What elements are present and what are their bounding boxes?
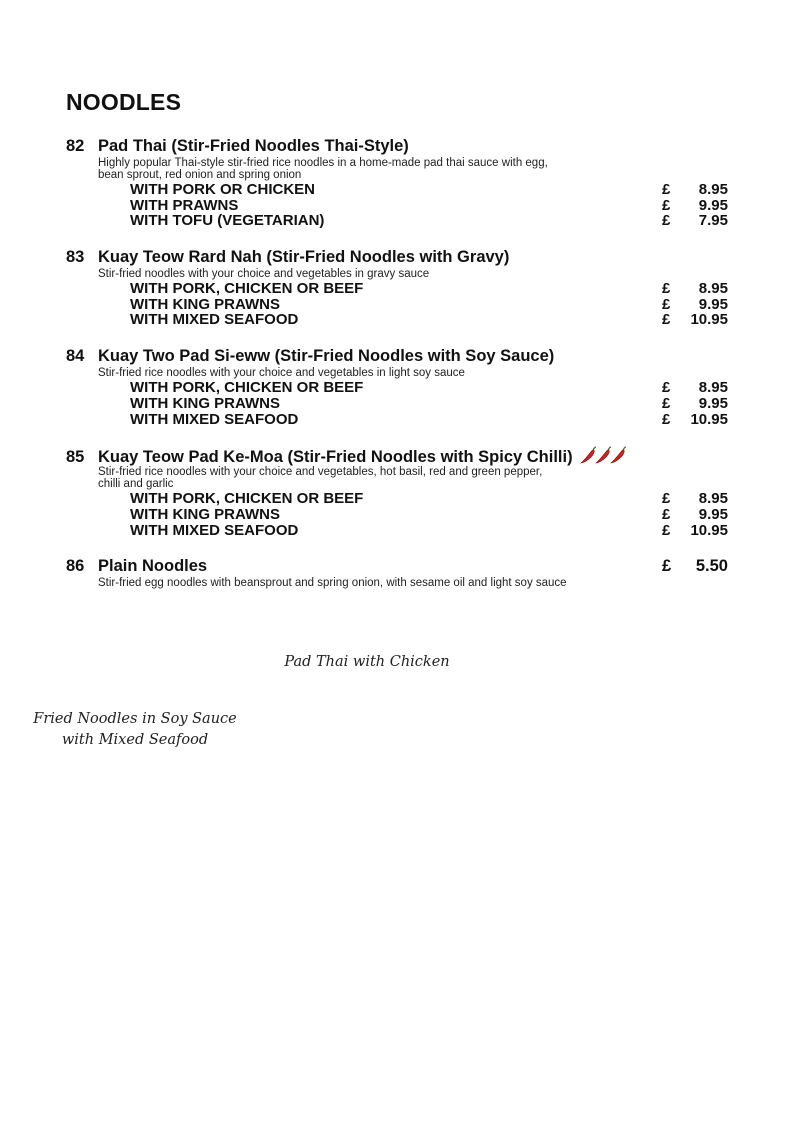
description-line: bean sprout, red onion and spring onion	[98, 169, 302, 181]
price-amount: 8.95	[698, 490, 728, 508]
price-amount: 8.95	[698, 379, 728, 397]
price-amount: 10.95	[690, 521, 728, 539]
option-label: WITH MIXED SEAFOOD	[130, 311, 299, 329]
item-heading	[66, 557, 728, 577]
price-amount: 9.95	[698, 394, 728, 412]
item-heading	[66, 446, 728, 466]
item-name-text: Kuay Teow Rard Nah (Stir-Fried Noodles with Gravy)	[98, 248, 510, 267]
item-price	[662, 559, 728, 575]
item-name	[98, 248, 509, 267]
currency-symbol: £	[662, 379, 671, 397]
option-label: WITH KING PRAWNS	[130, 505, 280, 523]
option-price	[662, 213, 728, 229]
price-amount: 8.95	[698, 181, 728, 198]
option-label: WITH PORK, CHICKEN OR BEEF	[130, 280, 364, 298]
item-number: 82	[66, 137, 85, 155]
option-label: WITH TOFU (VEGETARIAN)	[130, 212, 325, 230]
item-description	[98, 367, 638, 379]
option-row	[66, 281, 728, 297]
photo-caption-pad-thai	[262, 652, 472, 673]
caption-line: Pad Thai with Chicken	[284, 654, 450, 670]
option-price	[662, 281, 728, 297]
item-name	[98, 137, 409, 156]
chilli-icon	[609, 446, 627, 464]
option-label: WITH PORK OR CHICKEN	[130, 181, 315, 198]
item-heading	[66, 137, 728, 157]
option-price	[662, 182, 728, 198]
item-name	[98, 557, 207, 576]
menu-item	[66, 557, 728, 589]
item-heading	[66, 347, 728, 367]
currency-symbol: £	[662, 196, 671, 214]
option-row	[66, 523, 728, 539]
price-amount: 10.95	[690, 311, 728, 329]
price-amount: 8.95	[698, 280, 728, 298]
price-amount: 9.95	[698, 505, 728, 523]
item-description	[98, 577, 638, 589]
option-row	[66, 507, 728, 523]
item-number: 84	[66, 347, 85, 366]
page-title: NOODLES	[66, 89, 182, 115]
option-row	[66, 396, 728, 412]
currency-symbol: £	[662, 557, 672, 576]
price-amount: 9.95	[698, 295, 728, 313]
item-number: 86	[66, 557, 85, 576]
item-name-text: Plain Noodles	[98, 557, 208, 576]
description-line: chilli and garlic	[98, 478, 174, 491]
price-amount: 10.95	[690, 410, 728, 428]
option-row	[66, 491, 728, 507]
item-name	[98, 347, 554, 366]
currency-symbol: £	[662, 394, 671, 412]
option-label: WITH PRAWNS	[130, 196, 239, 214]
item-description	[98, 268, 638, 280]
spice-indicator	[579, 446, 624, 464]
option-row	[66, 297, 728, 313]
price-amount: 5.50	[695, 557, 728, 576]
option-price	[662, 491, 728, 507]
option-label: WITH MIXED SEAFOOD	[130, 521, 299, 539]
description-line: Stir-fried noodles with your choice and vegetables in gravy sauce	[98, 268, 430, 281]
menu-item	[66, 446, 728, 538]
description-line: Highly popular Thai-style stir-fried rice noodles in a home-made pad thai sauce with egg,	[98, 157, 548, 169]
item-name-text: Pad Thai (Stir-Fried Noodles Thai-Style)	[98, 137, 409, 155]
option-row	[66, 182, 728, 198]
item-name	[98, 446, 624, 467]
item-description	[98, 157, 638, 181]
option-row	[66, 198, 728, 214]
menu-item	[66, 137, 728, 229]
currency-symbol: £	[662, 311, 671, 329]
option-label: WITH PORK, CHICKEN OR BEEF	[130, 490, 364, 508]
option-label: WITH KING PRAWNS	[130, 295, 280, 313]
currency-symbol: £	[662, 212, 671, 230]
menu-item	[66, 248, 728, 328]
option-label: WITH KING PRAWNS	[130, 394, 280, 412]
description-line: Stir-fried rice noodles with your choice and vegetables, hot basil, red and green pepper,	[98, 466, 543, 479]
option-price	[662, 198, 728, 214]
option-label: WITH PORK, CHICKEN OR BEEF	[130, 379, 364, 397]
currency-symbol: £	[662, 505, 671, 523]
option-row	[66, 412, 728, 428]
menu-item	[66, 347, 728, 427]
price-amount: 9.95	[698, 196, 728, 214]
option-price	[662, 312, 728, 328]
option-row	[66, 213, 728, 229]
item-name-text: Kuay Teow Pad Ke-Moa (Stir-Fried Noodles with Spicy Chilli)	[98, 448, 573, 467]
option-price	[662, 380, 728, 396]
currency-symbol: £	[662, 295, 671, 313]
currency-symbol: £	[662, 521, 671, 539]
option-price	[662, 396, 728, 412]
item-description	[98, 466, 638, 490]
option-price	[662, 412, 728, 428]
menu-list	[66, 137, 728, 608]
item-number: 83	[66, 248, 85, 267]
item-number: 85	[66, 448, 85, 467]
option-row	[66, 380, 728, 396]
currency-symbol: £	[662, 410, 671, 428]
option-price	[662, 507, 728, 523]
description-line: Stir-fried egg noodles with beansprout and spring onion, with sesame oil and light soy sauce	[98, 577, 567, 590]
photo-caption-soy-noodles	[16, 709, 254, 751]
description-line: Stir-fried rice noodles with your choice and vegetables in light soy sauce	[98, 367, 465, 380]
currency-symbol: £	[662, 490, 671, 508]
caption-line: Fried Noodles in Soy Sauce	[33, 711, 237, 727]
item-heading	[66, 248, 728, 268]
option-row	[66, 312, 728, 328]
option-price	[662, 523, 728, 539]
currency-symbol: £	[662, 181, 671, 198]
item-name-text: Kuay Two Pad Si-eww (Stir-Fried Noodles with Soy Sauce)	[98, 347, 555, 366]
caption-line: with Mixed Seafood	[61, 732, 209, 748]
option-label: WITH MIXED SEAFOOD	[130, 410, 299, 428]
option-price	[662, 297, 728, 313]
price-amount: 7.95	[698, 212, 728, 230]
currency-symbol: £	[662, 280, 671, 298]
